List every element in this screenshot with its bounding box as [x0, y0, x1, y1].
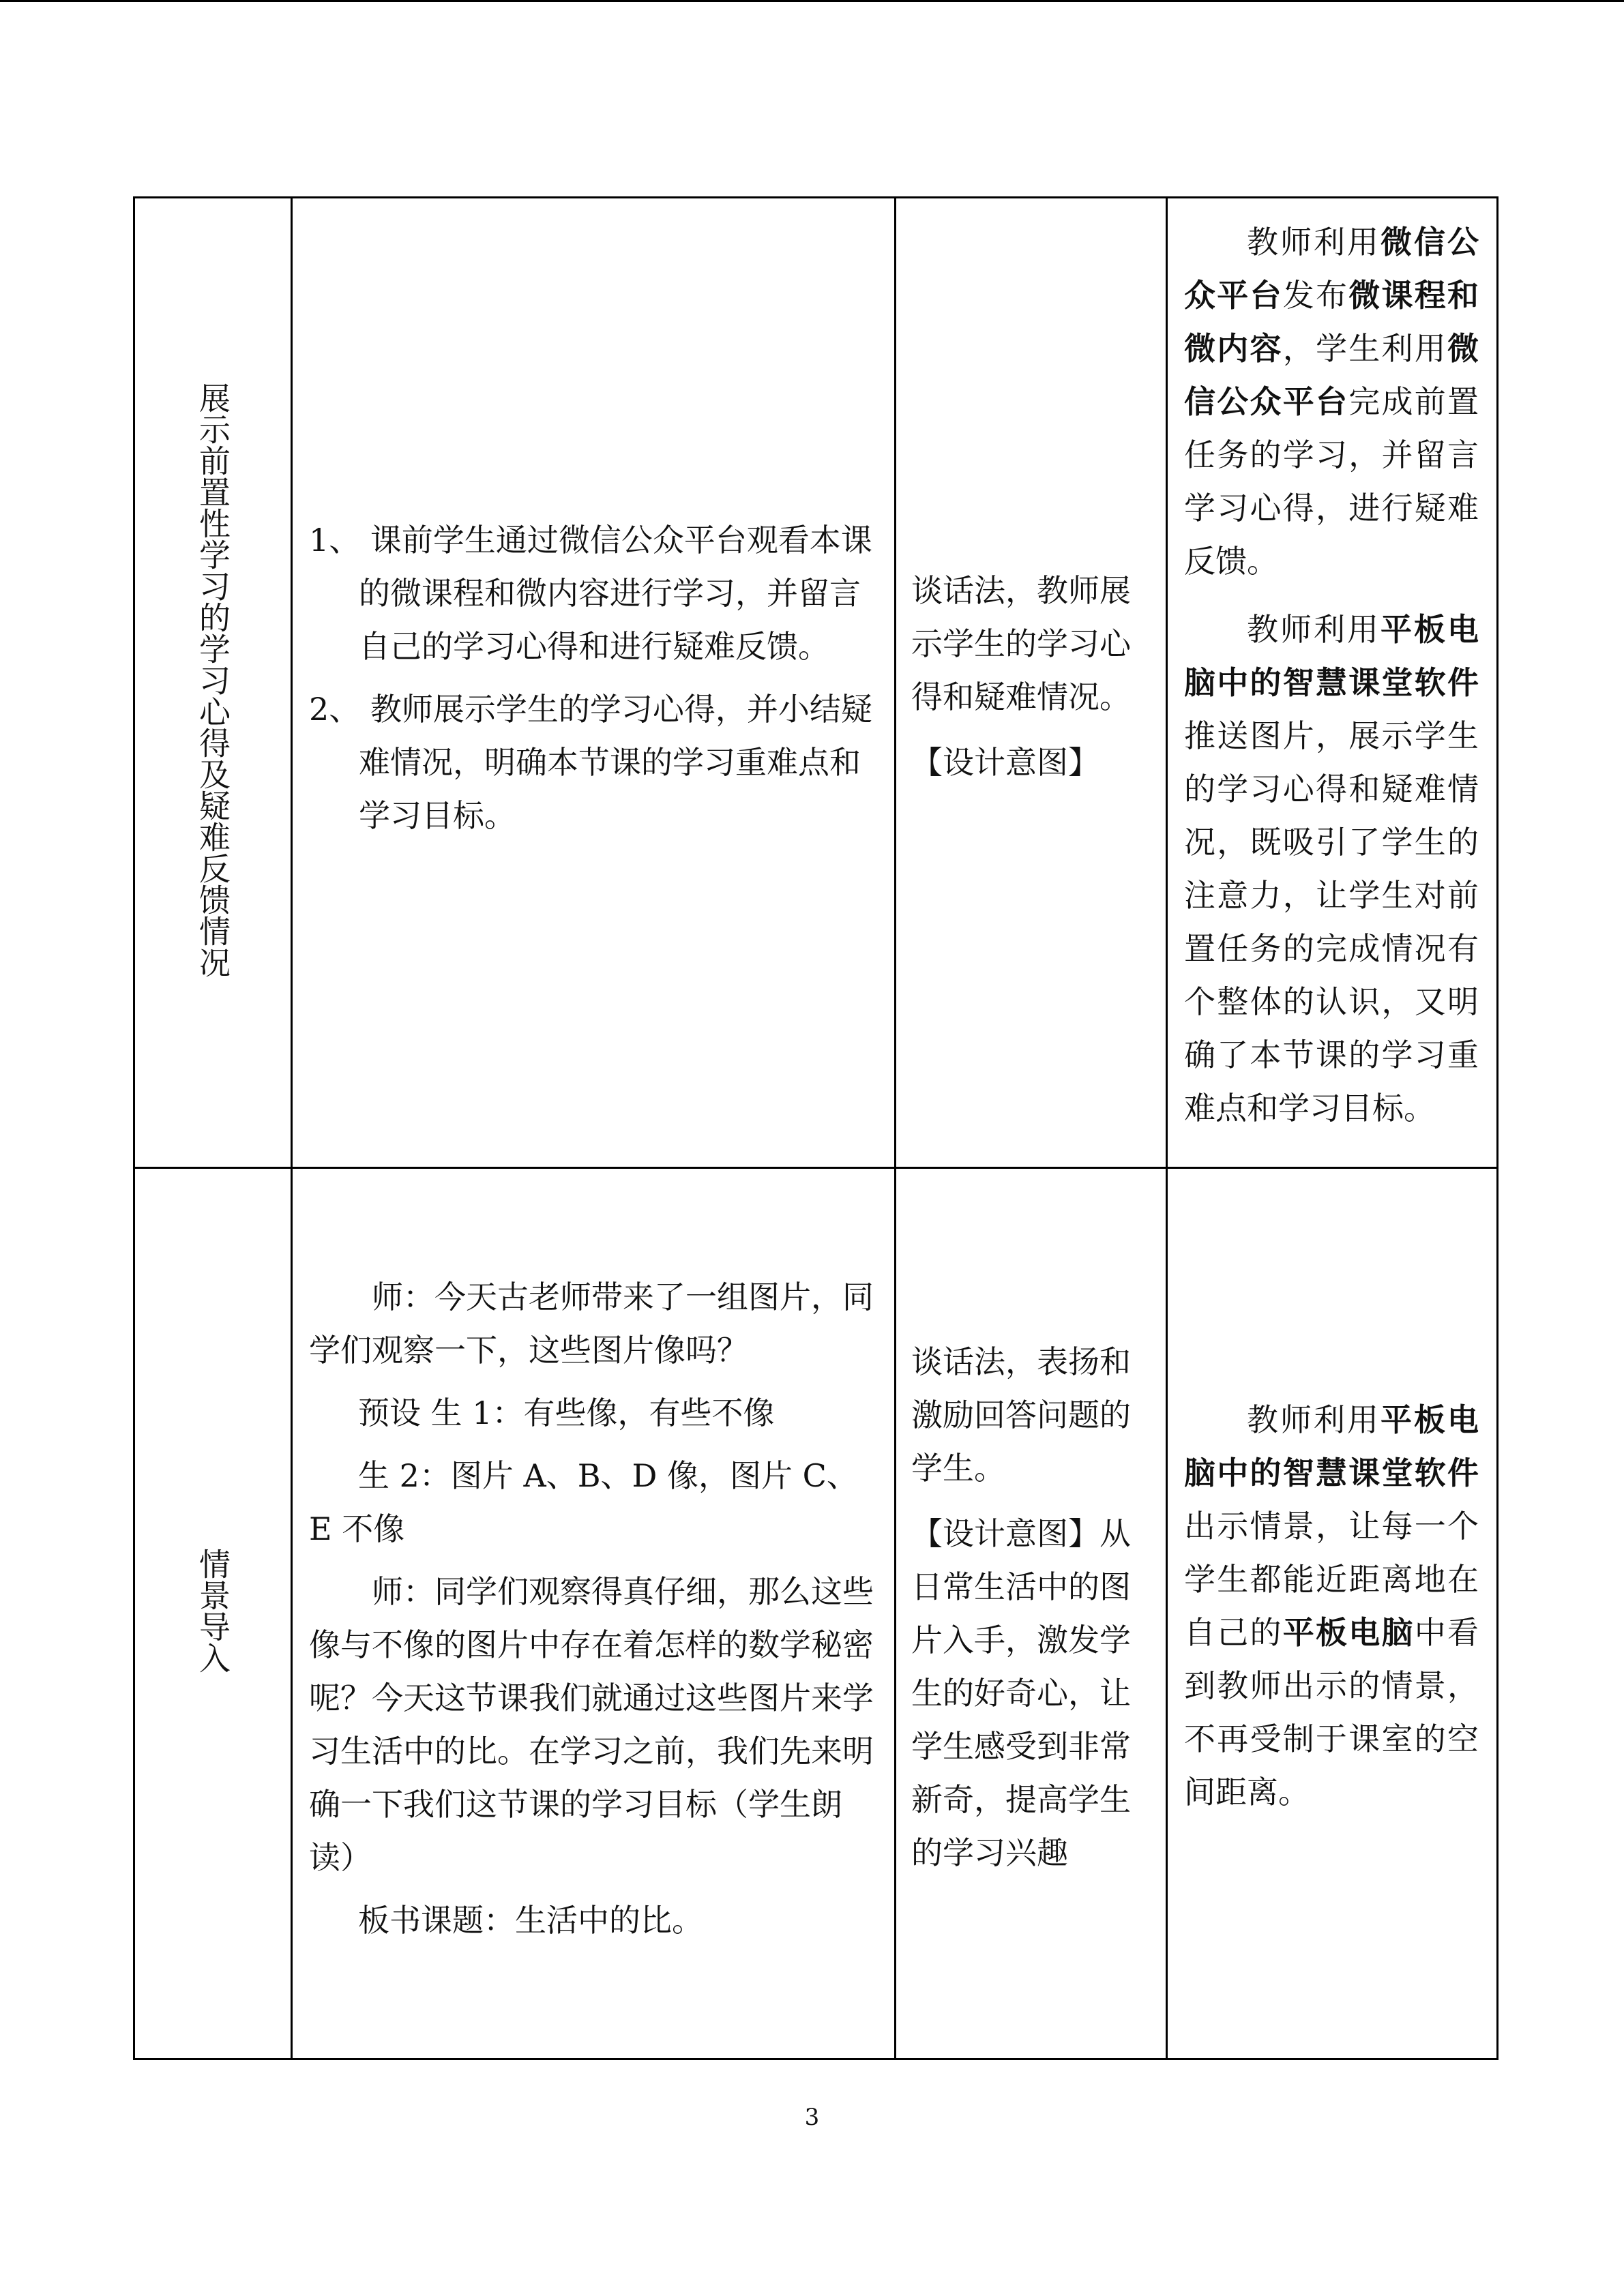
table-row [134, 198, 1498, 1168]
activity-cell [292, 198, 896, 1168]
stage-label: 展示前置性学习的学习心得及疑难反馈情况 [194, 381, 231, 978]
stage-cell [134, 1168, 292, 2059]
bold-term: 微信公众平台 [1184, 330, 1479, 420]
method-text: 谈话法，表扬和激励回答问题的学生。 [911, 1343, 1131, 1487]
tech-paragraph: 教师利用平板电脑中的智慧课堂软件出示情景，让每一个学生都能近距离地在自己的平板电脑中看到教师出示的情景，不再受制于课室的空间距离。 [1184, 1401, 1479, 1810]
activity-paragraph: 师：同学们观察得真仔细，那么这些像与不像的图片中存在着怎样的数学秘密呢？今天这节课我们就通过这些图片来学习生活中的比。在学习之前，我们先来明确一下我们这节课的学习目标（学生朗读） [309, 1573, 874, 1876]
bold-term: 平板电脑 [1282, 1614, 1415, 1651]
tech-cell [1167, 198, 1498, 1168]
method-cell [896, 198, 1167, 1168]
stage-cell [134, 198, 292, 1168]
page-number: 3 [804, 2104, 820, 2131]
method-cell [896, 1168, 1167, 2059]
activity-paragraph: 板书课题：生活中的比。 [358, 1902, 703, 1939]
table-row [134, 1168, 1498, 2059]
bold-term: 平板电脑中的智慧课堂软件 [1184, 1401, 1479, 1491]
design-intent-label: 【设计意图】 [911, 744, 1099, 781]
method-text: 谈话法，教师展示学生的学习心得和疑难情况。 [911, 572, 1131, 715]
activity-paragraph: 生 2：图片 A、B、D 像，图片 C、E 不像 [309, 1457, 858, 1547]
activity-item: 2、 教师展示学生的学习心得，并小结疑难情况，明确本节课的学习重难点和学习目标。 [309, 691, 872, 834]
page-top-rule [0, 0, 1624, 2]
activity-paragraph: 师：今天古老师带来了一组图片，同学们观察一下，这些图片像吗？ [309, 1279, 874, 1369]
activity-item: 1、 课前学生通过微信公众平台观看本课的微课程和微内容进行学习，并留言自己的学习心得和进行疑难反馈。 [309, 522, 872, 665]
bold-term: 微信公众平台 [1184, 224, 1479, 314]
activity-paragraph: 预设 生 1：有些像，有些不像 [358, 1395, 775, 1431]
tech-paragraph: 教师利用微信公众平台发布微课程和微内容，学生利用微信公众平台完成前置任务的学习，并留言学习心得，进行疑难反馈。 [1184, 224, 1479, 580]
activity-cell [292, 1168, 896, 2059]
tech-paragraph: 教师利用平板电脑中的智慧课堂软件推送图片，展示学生的学习心得和疑难情况，既吸引了学生的注意力，让学生对前置任务的完成情况有个整体的认识，又明确了本节课的学习重难点和学习目标。 [1184, 611, 1479, 1127]
stage-label: 情景导入 [194, 1547, 231, 1673]
lesson-plan-table [133, 196, 1498, 2060]
tech-cell [1167, 1168, 1498, 2059]
bold-term: 微课程和微内容 [1184, 277, 1479, 367]
design-intent: 【设计意图】从日常生活中的图片入手，激发学生的好奇心，让学生感受到非常新奇，提高学生的学习兴趣 [911, 1515, 1131, 1871]
bold-term: 平板电脑中的智慧课堂软件 [1184, 611, 1479, 701]
